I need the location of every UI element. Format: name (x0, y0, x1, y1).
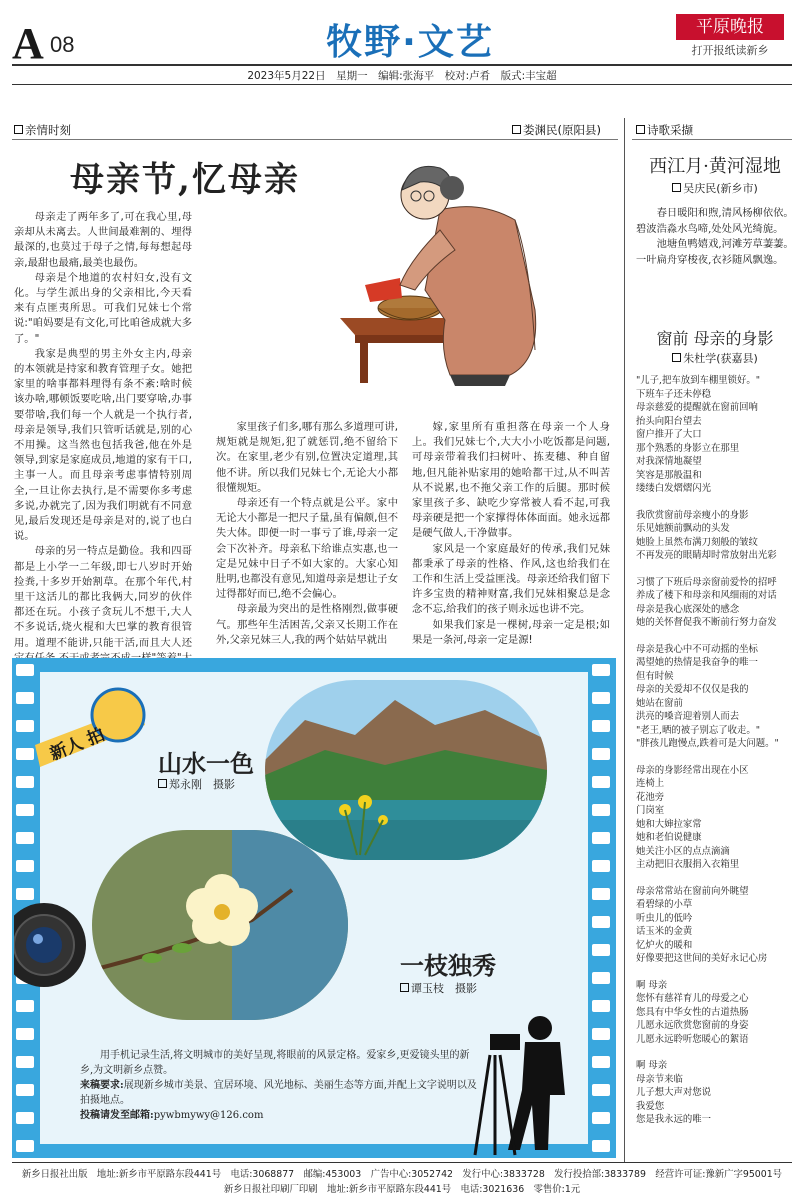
footer-line-2: 新乡日报社印刷厂印刷 地址:新乡市平原路东段441号 电话:3021636 零售价:1元 (223, 1184, 581, 1195)
note-email: 投稿请发至邮箱:pywbmywy@126.com (80, 1110, 264, 1121)
article-title: 母亲节,忆母亲 (70, 160, 300, 200)
footer-rule (12, 1162, 792, 1163)
note-requirements: 来稿要求:展现新乡城市美景、宜居环境、风光地标、美丽生态等方面,并配上文字说明以及拍摄地点。 (80, 1080, 477, 1106)
paragraph: 母亲的另一特点是勤俭。我和四哥都是上小学一二年级,即七八岁时开始捡粪,十多岁开始割草。在那个年代,村里干这活儿的都比我俩大,同岁的伙伴都还在玩。小孩子贪玩儿不想干,大人不多说话,烧火棍和大巴掌的教育很管用。道理不能讲,只能干活,而且大人还 (14, 545, 192, 649)
poem-line: 春日暖阳和煦,清风杨柳依依。碧波浩淼水鸟啼,处处风光绮旎。 (636, 207, 794, 235)
article-column-2 (216, 420, 398, 648)
photo2-title: 一枝独秀 (400, 951, 496, 980)
paragraph: 嫁,家里所有重担落在母亲一个人身上。我们兄妹七个,大大小小吃饭都是问题,可母亲带着我们扫树叶、拣麦穗、种自留地,但凡能补贴家用的她哈都干过,从不叫苦从不说累,也不拖父亲工作的后腿。那时候家里孩子多、缺吃少穿常被人看不起,可我母亲硬是把一个家撑得体体面面。她永远都是硬气做人,干净做事。 (412, 421, 610, 540)
poem-line: 池塘鱼鸭嬉戏,河滩芳草萋萋。一叶扁舟穿梭夜,衣衫随风飘逸。 (636, 238, 794, 266)
photo1-title: 山水一色 (158, 749, 254, 778)
poem1-text (636, 206, 794, 268)
badge-text: 新人 拍 (47, 724, 108, 765)
photo-landscape (265, 680, 547, 860)
film-sprockets-right (592, 664, 612, 1152)
poem-stanza: 母亲的身影经常出现在小区 连椅上 花池旁 门岗室 她和大婶拉家常 她和老伯说健康 她关注小区的点点滴滴 主动把旧衣服捐入衣箱里 (636, 764, 749, 870)
poem1-author: 吴庆民(新乡市) (640, 180, 790, 196)
camera-lens-icon (14, 900, 90, 990)
email-link[interactable]: pywbmywy@126.com (153, 1110, 264, 1121)
logo-tagline: 打开报纸读新乡 (691, 44, 769, 57)
photo-flower (92, 830, 348, 1020)
paragraph: 母亲走了两年多了,可在我心里,母亲却从未离去。人世间最难割的、埋得最深的,也莫过于母子之情,每每想起母亲,最甜也最痛,最美也最伤。 (14, 211, 192, 269)
note-intro: 用手机记录生活,将文明城市的美好呈现,将眼前的风景定格。爱家乡,更爱镜头里的新乡,为文明新乡点赞。 (80, 1050, 470, 1076)
photo1-credit: 郑永刚 摄影 (158, 776, 235, 792)
poem2-text (636, 374, 796, 1140)
paragraph: 我家是典型的男主外女主内,母亲的本领就是持家和教育管理子女。她把家里的啥事都料理得有条不紊:啥时候该办啥,哪顿饭要吃啥,出门要穿啥,办事要带啥,我们每一个人就是一个执行者,母亲是领导,我们只管听话就是,别的心不用操。这当然也包括我爸,他在外是领导,到家是家庭成员,地道的家有干口,主事一人。而且母亲考虑事情特别周全,一旦让你去执行,是不需要你多考虑多说,办就完了,因为我们明就有不同意见,最后发现还是母亲是对的,说了也白说。 (14, 347, 192, 543)
header-rule (12, 64, 792, 66)
photo2-credit: 谭玉枝 摄影 (400, 980, 477, 996)
poem-stanza: 母亲是我心中不可动摇的坐标 渴望她的热情是我奋争的唯一 但有时候 母亲的关爱却不仅仅是我的 她站在窗前 洪亮的嗓音迎着别人而去 "老王,晒的被子别忘了收走。" "胖孩儿跑慢点,跌着可是大问题。" (636, 643, 779, 749)
footer-line-1: 新乡日报社出版 地址:新乡市平原路东段441号 电话:3068877 邮编:453003 广告中心:3052742 发行中心:3833728 发行投拾部:3833789 经营许可证:豫新广字95001号 (21, 1169, 783, 1180)
paragraph: 母亲是个地道的农村妇女,没有文化。与学生派出身的父亲相比,今天看来有点匪夷所思。可我们兄妹七个常说:"咱妈要是有文化,可比咱爸成就大多了。" (14, 271, 192, 345)
poetry-tag: 诗歌采撷 (636, 122, 693, 138)
tag-box-icon (512, 125, 521, 134)
poem-stanza: 习惯了下班后母亲窗前爱怜的招呼 养成了楼下和母亲和风细雨的对话 母亲是我心底深处的感念 她的关怀督促我不断前行努力奋发 (636, 576, 777, 628)
poem2-title: 窗前 母亲的身影 (656, 329, 774, 348)
meta-rule (12, 84, 792, 85)
photographer-silhouette-icon (470, 1010, 590, 1158)
tag-box-icon (14, 125, 23, 134)
column-divider (624, 118, 625, 1162)
article-column-3 (412, 420, 610, 648)
column-tag: 亲情时刻 (14, 122, 71, 138)
tag-box-icon (636, 125, 645, 134)
poem-stanza: "儿子,把车放到车棚里锁好。" 下班车子还未停稳 母亲慈爱的提醒就在窗前回响 抬头向阳台望去 窗户推开了大口 那个熟悉的身影立在那里 对我深情地凝望 笑容是那般温和 缕缕白发熠熠闪光 (636, 375, 761, 494)
page-letter: A (12, 19, 44, 68)
poem-stanza: 啊 母亲 母亲节来临 儿子想大声对您说 我爱您 您是我永远的唯一 (636, 1060, 712, 1125)
issue-meta: 2023年5月22日 星期一 编辑:张海平 校对:卢肴 版式:丰宝超 (247, 70, 557, 82)
paragraph: 家里孩子们多,哪有那么多道理可讲,规矩就是规矩,犯了就惩罚,绝不留给下次。在家里,老少有别,位置决定道理,其他不讲。所以我们兄妹七个,无论大小都很懂规矩。 (216, 421, 398, 494)
tag-rule (12, 139, 618, 140)
tag-rule (632, 139, 792, 140)
poem-stanza: 啊 母亲 您怀有慈祥育儿的母爱之心 您具有中华女性的古道热肠 儿愿永远欣赏您窗前的身姿 儿愿永远聆听您暖心的絮语 (636, 979, 749, 1045)
newspaper-logo: 平原晚报 (676, 14, 784, 40)
poem-stanza: 我欣赏窗前母亲瘦小的身影 乐见她额前飘动的头发 她脸上虽然布满刀刻般的皱纹 不再发亮的眼睛却时常放射出光彩 (636, 509, 777, 561)
page-number: 08 (50, 32, 75, 57)
poem2-author: 朱杜学(获嘉县) (640, 350, 790, 366)
paragraph: 母亲还有一个特点就是公平。家中无论大小都是一把尺子量,虽有偏颇,但不失大体。即便一时一事亏了谁,母亲一定会下次补齐。母亲私下给谁点实惠,也一定是兄妹中日子不如大家的。大家心知肚明,也都没有意见,知道母亲是想让子女过得都好而已,绝不会偏心。 (216, 497, 398, 601)
poem-stanza: 母亲常常站在窗前向外眺望 看碧绿的小草 听虫儿的低吟 话玉米的金黄 忆炉火的暖和 好像要把这世间的美好永记心房 (636, 885, 768, 964)
paragraph: 如果我们家是一棵树,母亲一定是根;如果是一条河,母亲一定是源! (412, 618, 610, 646)
section-title: 牧野·文艺 (326, 22, 494, 63)
paragraph: 家风是一个家庭最好的传承,我们兄妹都秉承了母亲的性格、作风,这也给我们在工作和生活上受益匪浅。母亲还给我们留下许多宝贵的精神财富,我们兄妹相聚总是念念不忘,给我们的孩子则永远也讲不完。 (412, 542, 610, 616)
article-byline: 娄渊民(原阳县) (512, 122, 601, 138)
poem1-title: 西江月·黄河湿地 (649, 156, 781, 177)
article-column-1 (14, 210, 192, 681)
mother-illustration (330, 150, 560, 386)
submission-note (80, 1048, 480, 1123)
paragraph: 母亲最为突出的是性格刚烈,做事硬气。那些年生活困苦,父亲又长期工作在外,父亲兄妹三人,我的两个姑姑早就出 (216, 603, 398, 646)
